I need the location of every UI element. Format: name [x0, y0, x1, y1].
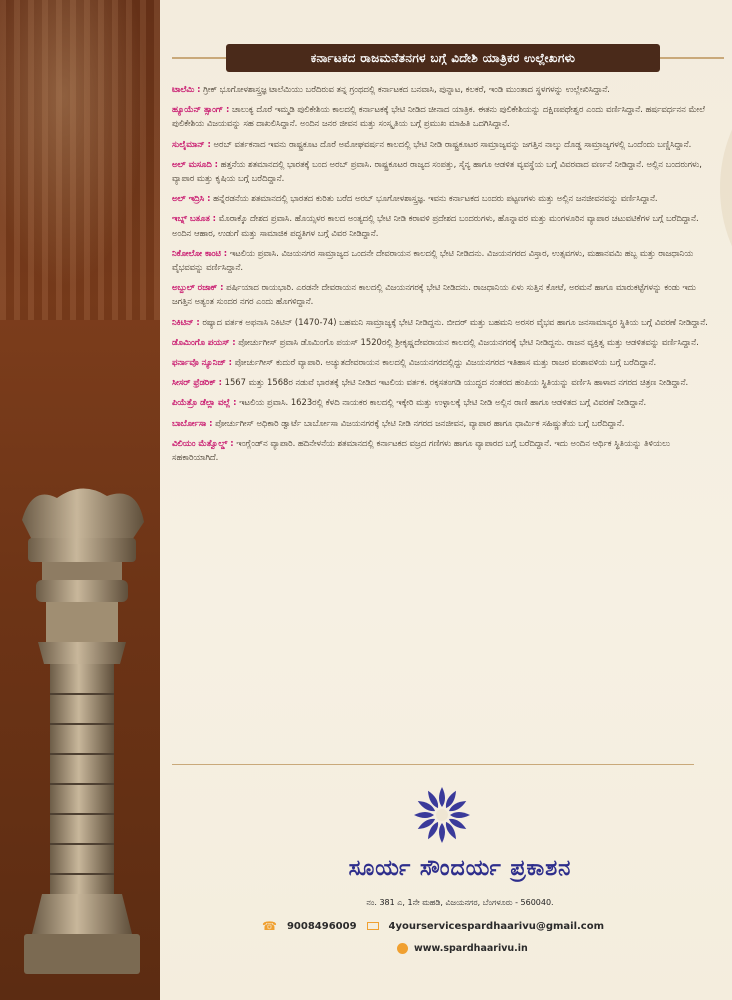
entry-text: ಇಟಲಿಯ ಪ್ರವಾಸಿ. 1623ರಲ್ಲಿ ಕೆಳದಿ ನಾಯಕರ ಕಾಲದಲ್ಲಿ ಇಕ್ಕೇರಿ ಮತ್ತು ಉಳ್ಳಾಲಕ್ಕೆ ಭೇಟಿ ನೀಡಿ ಅಲ್ಲಿನ ರಾಣಿ ಹಾಗೂ ಆಡಳಿತದ ಬಗ್ಗೆ ವಿವರಣೆ ನೀಡಿದ್ದಾನೆ.: [236, 397, 647, 408]
entry-heading: ನಿಕಿಟಿನ್ :: [172, 316, 200, 327]
email-link[interactable]: 4yourservicespardhaarivu@gmail.com: [388, 920, 605, 932]
list-item: [172, 157, 708, 185]
list-item: [172, 280, 708, 308]
entry-text: ರಷ್ಯಾದ ವರ್ತಕ ಅಫನಾಸಿ ನಿಕಿಟಿನ್ (1470-74) ಬಹಮನಿ ಸಾಮ್ರಾಜ್ಯಕ್ಕೆ ಭೇಟಿ ನೀಡಿದ್ದನು. ಬೀದರ್ ಮತ್ತು ಬಹಮನಿ ಅರಸರ ವೈಭವ ಹಾಗೂ ಜನಸಾಮಾನ್ಯರ ಸ್ಥಿತಿಯ ಬಗ್ಗೆ ವಿವರಣೆ ನೀಡಿದ್ದಾನೆ.: [199, 316, 708, 327]
sun-logo-icon: [412, 785, 472, 845]
contact-row: [262, 917, 604, 935]
publisher-name: ಸೂರ್ಯ ಸೌಂದರ್ಯ ಪ್ರಕಾಶನ: [348, 856, 572, 881]
entry-heading: ಅಬ್ದುಲ್ ರಜಾಕ್ :: [172, 282, 224, 293]
list-item: [172, 137, 708, 151]
entry-heading: ಟಾಲೆಮಿ :: [172, 84, 201, 94]
entry-text: ಪೋರ್ಚುಗೀಸ್ ಪ್ರವಾಸಿ ಡೊಮಿಂಗೊ ಪಯಸ್ 1520ರಲ್ಲಿ ಶ್ರೀಕೃಷ್ಣದೇವರಾಯನ ಕಾಲದಲ್ಲಿ ವಿಜಯನಗರಕ್ಕೆ ಭೇಟಿ ನೀಡಿದ್ದನು. ರಾಜನ ವ್ಯಕ್ತಿತ್ವ ಮತ್ತು ಆಡಳಿತವನ್ನು ವರ್ಣಿಸಿದ್ದಾನೆ.: [235, 336, 699, 347]
entry-heading: ಡೊಮಿಂಗೊ ಪಯಸ್ :: [172, 336, 236, 347]
list-item: [172, 211, 708, 239]
entry-heading: ಸುಲೈಮಾನ್ :: [172, 138, 211, 149]
left-decor-panel: [0, 0, 160, 1000]
entry-heading: ವಿಲಿಯಂ ಮೆತ್ವೊಲ್ಡ್ :: [172, 437, 234, 448]
website-row: [397, 939, 528, 957]
traveller-entries: [172, 82, 708, 470]
publisher-address: ನಂ. 381 ಎ, 1ನೇ ಮಹಡಿ, ವಿಜಯನಗರ, ಬೆಂಗಳೂರು - 560040.: [366, 898, 554, 907]
list-item: [172, 102, 708, 130]
phone-number[interactable]: 9008496009: [286, 920, 357, 932]
entry-text: ಮೊರಾಕ್ಕೊ ದೇಶದ ಪ್ರವಾಸಿ. ಹೊಯ್ಸಳರ ಕಾಲದ ಅಂತ್ಯದಲ್ಲಿ ಭೇಟಿ ನೀಡಿ ಕರಾವಳಿ ಪ್ರದೇಶದ ಬಂದರುಗಳು, ಹೊನ್ನಾವರ ಮತ್ತು ಮಂಗಳೂರಿನ ವ್ಯಾಪಾರ ಚಟುವಟಿಕೆಗಳ ಬಗ್ಗೆ ಬರೆದಿದ್ದಾನೆ. ಅಂದಿನ ಆಹಾರ, ಉಡುಗೆ ಮತ್ತು ಸಾಮಾಜಿಕ ಪದ್ಧತಿಗಳ ಬಗ್ಗೆ ವಿವರ ನೀಡಿದ್ದಾನೆ.: [172, 213, 699, 238]
stone-pillar-image: [12, 480, 152, 990]
mail-icon: [367, 922, 379, 930]
entry-text: ಗ್ರೀಕ್ ಭೂಗೋಳಶಾಸ್ತ್ರಜ್ಞ ಟಾಲೆಮಿಯು ಬರೆದಿರುವ ತನ್ನ ಗ್ರಂಥದಲ್ಲಿ ಕರ್ನಾಟಕದ ಬನವಾಸಿ, ಪುನ್ನಾಟ, ಕಲಕರೆ, ಇಂಡಿ ಮುಂತಾದ ಸ್ಥಳಗಳನ್ನು ಉಲ್ಲೇಖಿಸಿದ್ದಾನೆ.: [200, 84, 610, 94]
list-item: [172, 191, 708, 205]
list-item: [172, 355, 708, 369]
globe-icon: [397, 943, 408, 954]
entry-heading: ನಿಕೋಲೋ ಕಾಂಟಿ :: [172, 247, 228, 258]
entry-heading: ಸೀಸರ್ ಫ್ರೆಡರಿಕ್ :: [172, 377, 222, 388]
entry-heading: ಅಲ್ ಮಸೂದಿ :: [172, 158, 219, 169]
entry-heading: ಪಿಯೆತ್ರೊ ಡೆಲ್ಲಾ ವಲ್ಲೆ :: [172, 397, 237, 408]
list-item: [172, 315, 708, 329]
list-item: [172, 436, 708, 464]
entry-text: ಪೋರ್ಚುಗೀಸ್ ಅಧಿಕಾರಿ ಡ್ವಾರ್ಟೆ ಬಾರ್ಬೋಸಾ ವಿಜಯನಗರಕ್ಕೆ ಭೇಟಿ ನೀಡಿ ನಗರದ ಜನಜೀವನ, ವ್ಯಾಪಾರ ಹಾಗೂ ಧಾರ್ಮಿಕ ಸಹಿಷ್ಣುತೆಯ ಬಗ್ಗೆ ಬರೆದಿದ್ದಾನೆ.: [212, 417, 625, 428]
list-item: [172, 416, 708, 430]
temple-carving-background: [0, 0, 160, 320]
entry-text: 1567 ಮತ್ತು 1568ರ ನಡುವೆ ಭಾರತಕ್ಕೆ ಭೇಟಿ ನೀಡಿದ ಇಟಲಿಯ ವರ್ತಕ. ರಕ್ಕಸತಂಗಡಿ ಯುದ್ಧದ ನಂತರದ ಹಂಪಿಯ ಸ್ಥಿತಿಯನ್ನು ವರ್ಣಿಸಿ ಹಾಳಾದ ನಗರದ ಚಿತ್ರಣ ನೀಡಿದ್ದಾನೆ.: [221, 377, 689, 388]
list-item: [172, 335, 708, 349]
page-title: ಕರ್ನಾಟಕದ ರಾಜಮನೆತನಗಳ ಬಗ್ಗೆ ವಿದೇಶಿ ಯಾತ್ರಿಕರ ಉಲ್ಲೇಖಗಳು: [310, 50, 576, 65]
entry-text: ಪರ್ಷಿಯಾದ ರಾಯಭಾರಿ. ಎರಡನೇ ದೇವರಾಯನ ಕಾಲದಲ್ಲಿ ವಿಜಯನಗರಕ್ಕೆ ಭೇಟಿ ನೀಡಿದನು. ರಾಜಧಾನಿಯ ಏಳು ಸುತ್ತಿನ ಕೋಟೆ, ಅರಮನೆ ಹಾಗೂ ಮಾರುಕಟ್ಟೆಗಳನ್ನು ಕಂಡು ಇದು ಜಗತ್ತಿನ ಅತ್ಯಂತ ಸುಂದರ ನಗರ ಎಂದು ಹೊಗಳಿದ್ದಾನೆ.: [172, 282, 696, 307]
entry-heading: ಇಬ್ನ್ ಬತೂತ :: [172, 213, 217, 224]
entry-heading: ಫರ್ನಾವೊ ನ್ಯೂನಿಜ್ :: [172, 357, 233, 368]
entry-heading: ಹ್ಯೂಯೆನ್ ತ್ಸಾಂಗ್ :: [172, 104, 230, 115]
entry-text: ಚಾಲುಕ್ಯ ದೊರೆ ಇಮ್ಮಡಿ ಪುಲಿಕೇಶಿಯ ಕಾಲದಲ್ಲಿ ಕರ್ನಾಟಕಕ್ಕೆ ಭೇಟಿ ನೀಡಿದ ಚೀನಾದ ಯಾತ್ರಿಕ. ಈತನು ಪುಲಿಕೇಶಿಯನ್ನು ದಕ್ಷಿಣಪಥೇಶ್ವರ ಎಂದು ವರ್ಣಿಸಿದ್ದಾನೆ. ಹರ್ಷವರ್ಧನನ ಮೇಲೆ ಪುಲಿಕೇಶಿಯ ವಿಜಯವನ್ನು ಸಹ ದಾಖಲಿಸಿದ್ದಾನೆ. ಅಂದಿನ ಜನರ ಜೀವನ ಮತ್ತು ಸಂಸ್ಕೃತಿಯ ಬಗ್ಗೆ ಪ್ರಮುಖ ಮಾಹಿತಿ ಒದಗಿಸಿದ್ದಾನೆ.: [172, 104, 705, 129]
list-item: [172, 82, 708, 96]
entry-heading: ಬಾರ್ಬೋಸಾ :: [172, 417, 213, 428]
entry-text: ಇಟಲಿಯ ಪ್ರವಾಸಿ. ವಿಜಯನಗರ ಸಾಮ್ರಾಜ್ಯದ ಒಂದನೇ ದೇವರಾಯನ ಕಾಲದಲ್ಲಿ ಭೇಟಿ ನೀಡಿದನು. ವಿಜಯನಗರದ ವಿಸ್ತಾರ, ಉತ್ಸವಗಳು, ಮಹಾನವಮಿ ಹಬ್ಬ ಮತ್ತು ರಾಜಧಾನಿಯ ವೈಭವವನ್ನು ವರ್ಣಿಸಿದ್ದಾನೆ.: [172, 247, 694, 273]
list-item: [172, 395, 708, 409]
entry-heading: ಅಲ್ ಇದ್ರಿಸಿ :: [172, 193, 211, 204]
entry-text: ಹನ್ನೆರಡನೆಯ ಶತಮಾನದಲ್ಲಿ ಭಾರತದ ಕುರಿತು ಬರೆದ ಅರಬ್ ಭೂಗೋಳಶಾಸ್ತ್ರಜ್ಞ. ಇವನು ಕರ್ನಾಟಕದ ಬಂದರು ಪಟ್ಟಣಗಳು ಮತ್ತು ಅಲ್ಲಿನ ಜನಜೀವನವನ್ನು ವರ್ಣಿಸಿದ್ದಾನೆ.: [210, 193, 658, 204]
list-item: [172, 246, 708, 274]
entry-text: ಅರಬ್ ವರ್ತಕನಾದ ಇವನು ರಾಷ್ಟ್ರಕೂಟ ದೊರೆ ಅಮೋಘವರ್ಷನ ಕಾಲದಲ್ಲಿ ಭೇಟಿ ನೀಡಿ ರಾಷ್ಟ್ರಕೂಟರ ಸಾಮ್ರಾಜ್ಯವನ್ನು ಜಗತ್ತಿನ ನಾಲ್ಕು ದೊಡ್ಡ ಸಾಮ್ರಾಜ್ಯಗಳಲ್ಲಿ ಒಂದೆಂದು ಬಣ್ಣಿಸಿದ್ದಾನೆ.: [210, 138, 692, 149]
entry-text: ಇಂಗ್ಲೆಂಡ್‌ನ ವ್ಯಾಪಾರಿ. ಹದಿನೇಳನೆಯ ಶತಮಾನದಲ್ಲಿ ಕರ್ನಾಟಕದ ವಜ್ರದ ಗಣಿಗಳು ಹಾಗೂ ವ್ಯಾಪಾರದ ಬಗ್ಗೆ ಬರೆದಿದ್ದಾನೆ. ಇದು ಅಂದಿನ ಆರ್ಥಿಕ ಸ್ಥಿತಿಯನ್ನು ತಿಳಿಯಲು ಸಹಕಾರಿಯಾಗಿದೆ.: [172, 437, 671, 463]
section-divider: [172, 764, 694, 765]
title-banner: [226, 44, 660, 72]
entry-text: ಹತ್ತನೆಯ ಶತಮಾನದಲ್ಲಿ ಭಾರತಕ್ಕೆ ಬಂದ ಅರಬ್ ಪ್ರವಾಸಿ. ರಾಷ್ಟ್ರಕೂಟರ ರಾಜ್ಯದ ಸಂಪತ್ತು, ಸೈನ್ಯ ಹಾಗೂ ಆಡಳಿತ ವ್ಯವಸ್ಥೆಯ ಬಗ್ಗೆ ವಿವರವಾದ ವರ್ಣನೆ ನೀಡಿದ್ದಾನೆ. ಅಲ್ಲಿನ ಬಂದರುಗಳು, ವ್ಯಾಪಾರ ಮತ್ತು ಕೃಷಿಯ ಬಗ್ಗೆ ಬರೆದಿದ್ದಾನೆ.: [172, 158, 702, 184]
list-item: [172, 375, 708, 389]
website-link[interactable]: www.spardhaarivu.in: [414, 942, 528, 954]
entry-text: ಪೋರ್ಚುಗೀಸ್ ಕುದುರೆ ವ್ಯಾಪಾರಿ. ಅಚ್ಯುತದೇವರಾಯನ ಕಾಲದಲ್ಲಿ ವಿಜಯನಗರದಲ್ಲಿದ್ದು ವಿಜಯನಗರದ ಇತಿಹಾಸ ಮತ್ತು ರಾಜರ ವಂಶಾವಳಿಯ ಬಗ್ಗೆ ಬರೆದಿದ್ದಾನೆ.: [232, 357, 657, 368]
phone-icon: ☎: [262, 919, 277, 933]
decorative-ring: [720, 40, 732, 336]
